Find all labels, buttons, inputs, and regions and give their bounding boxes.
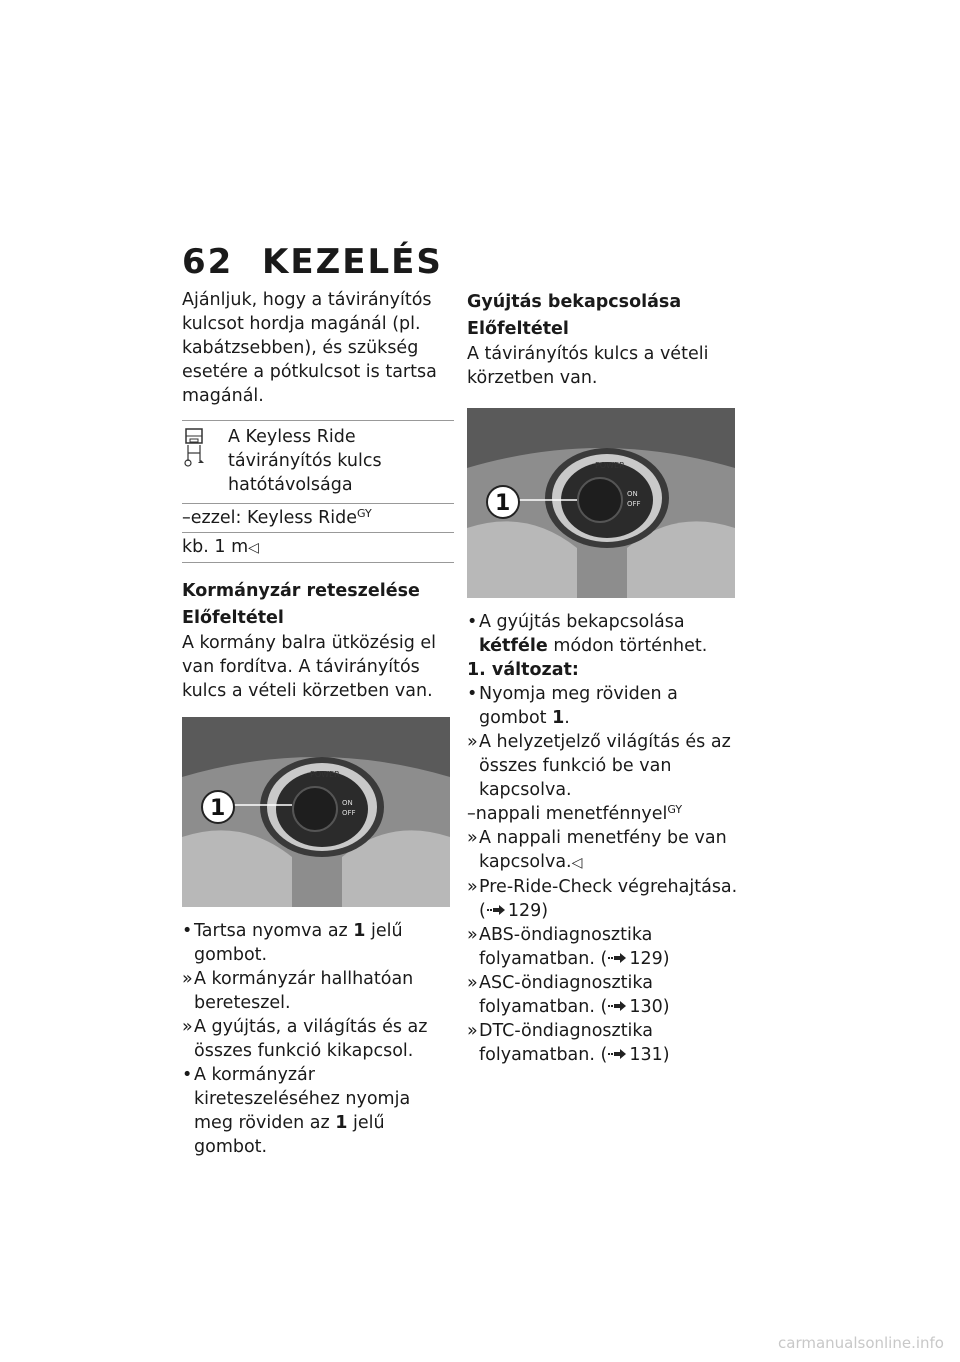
end-mark: ◁ bbox=[571, 855, 583, 871]
result-mark: » bbox=[467, 732, 478, 752]
result-mark: » bbox=[467, 925, 478, 945]
bullet-mark: • bbox=[467, 612, 478, 632]
ref-text: ABS-öndiagnosztika folyamatban. bbox=[479, 925, 653, 969]
condition-superscript: GY bbox=[667, 803, 683, 816]
section-title-ignition: Gyújtás bekapcsolása bbox=[467, 292, 682, 312]
step-text: . bbox=[564, 708, 570, 728]
page-ref[interactable]: 130 bbox=[629, 997, 663, 1017]
step-text: jelű gombot. bbox=[194, 921, 403, 965]
step-text: módon történhet. bbox=[547, 636, 708, 656]
list-item bbox=[467, 610, 739, 658]
end-mark: ◁ bbox=[248, 540, 259, 556]
page-ref-arrow-icon bbox=[607, 947, 629, 971]
result-mark: » bbox=[182, 1017, 193, 1037]
result-mark: » bbox=[467, 1021, 478, 1041]
section-title-steering-lock: Kormányzár reteszelése bbox=[182, 581, 420, 601]
list-item bbox=[467, 730, 739, 802]
step-bold: 1 bbox=[552, 708, 565, 728]
model-superscript: GY bbox=[357, 507, 372, 520]
prereq-title: Előfeltétel bbox=[467, 319, 569, 339]
off-label: OFF bbox=[627, 500, 641, 508]
ignition-switch-photo bbox=[467, 408, 735, 598]
result-mark: » bbox=[467, 973, 478, 993]
range-table bbox=[182, 420, 454, 563]
step-text: A nappali menetfény be van kapcsolva. bbox=[479, 828, 727, 872]
list-item bbox=[182, 919, 454, 967]
list-item bbox=[467, 826, 739, 875]
list-item bbox=[182, 1015, 454, 1063]
page-title: KEZELÉS bbox=[262, 242, 443, 282]
model-label: –ezzel: Keyless Ride bbox=[182, 508, 358, 528]
page-header bbox=[182, 242, 443, 282]
step-bold: 1 bbox=[353, 921, 366, 941]
right-column bbox=[467, 288, 739, 1067]
page-ref-arrow-icon bbox=[486, 899, 508, 923]
page-number: 62 bbox=[182, 242, 234, 282]
page-ref-arrow-icon bbox=[607, 995, 629, 1019]
step-bold: 1 bbox=[335, 1113, 348, 1133]
prereq-text: A kormány balra ütközésig el van fordítva. A távirányítós kulcs a vételi körzetben van. bbox=[182, 633, 436, 701]
list-item: » DTC-öndiagnosztika folyamatban. ( 131) bbox=[467, 1021, 670, 1065]
left-column bbox=[182, 288, 454, 1159]
range-table-row-model bbox=[182, 503, 454, 532]
step-bold: kétféle bbox=[479, 636, 548, 656]
page-ref[interactable]: 129 bbox=[507, 901, 542, 921]
callout-number: 1 bbox=[495, 491, 511, 516]
on-label: ON bbox=[627, 490, 638, 498]
range-table-header bbox=[182, 421, 454, 503]
page-ref[interactable]: 129 bbox=[629, 949, 663, 969]
step-text: jelű gombot. bbox=[194, 1113, 385, 1157]
list-item bbox=[467, 682, 739, 730]
condition-line bbox=[467, 802, 739, 826]
result-mark: » bbox=[467, 828, 478, 848]
off-label: OFF bbox=[342, 809, 356, 817]
range-table-row-value bbox=[182, 532, 454, 562]
bullet-mark: • bbox=[182, 1065, 193, 1085]
result-mark: » bbox=[182, 969, 193, 989]
prereq-text: A távirányítós kulcs a vételi körzetben van. bbox=[467, 344, 709, 388]
page-ref[interactable]: 131 bbox=[629, 1045, 663, 1065]
step-text: A gyújtás, a világítás és az összes funkció kikapcsol. bbox=[194, 1017, 428, 1061]
bullet-mark: • bbox=[467, 684, 478, 704]
step-text: A kormányzár kireteszeléséhez nyomja meg röviden az bbox=[194, 1065, 411, 1133]
condition-text: –nappali menetfénnyel bbox=[467, 804, 668, 824]
range-value: kb. 1 m bbox=[182, 537, 249, 557]
list-item: » ABS-öndiagnosztika folyamatban. ( 129) bbox=[467, 925, 670, 969]
list-item: » Pre-Ride-Check végrehajtása. ( 129) bbox=[467, 877, 738, 921]
ref-text: ASC-öndiagnosztika folyamatban. bbox=[479, 973, 653, 1017]
step-text: A helyzetjelző világítás és az összes funkció be van kapcsolva. bbox=[479, 732, 731, 800]
range-table-heading: A Keyless Ride távirányítós kulcs hatótávolsága bbox=[228, 427, 382, 495]
callout-number: 1 bbox=[210, 796, 226, 821]
list-item: » ASC-öndiagnosztika folyamatban. ( 130) bbox=[467, 973, 670, 1017]
list-item bbox=[182, 967, 454, 1015]
watermark: carmanualsonline.info bbox=[778, 1334, 944, 1352]
on-label: ON bbox=[342, 799, 353, 807]
list-item bbox=[182, 1063, 454, 1159]
variant-label: 1. változat: bbox=[467, 660, 579, 680]
variant-title bbox=[467, 658, 739, 682]
ref-text: DTC-öndiagnosztika folyamatban. bbox=[479, 1021, 653, 1065]
step-text: A gyújtás bekapcsolása bbox=[479, 612, 685, 632]
step-text: A kormányzár hallhatóan bereteszel. bbox=[194, 969, 414, 1013]
power-label: POWER bbox=[595, 461, 625, 470]
ignition-switch-photo bbox=[182, 717, 450, 907]
result-mark: » bbox=[467, 877, 478, 897]
prereq-title: Előfeltétel bbox=[182, 608, 284, 628]
page-ref-arrow-icon bbox=[607, 1043, 629, 1067]
step-text: Nyomja meg röviden a gombot bbox=[479, 684, 678, 728]
power-label: POWER bbox=[310, 770, 340, 779]
bullet-mark: • bbox=[182, 921, 193, 941]
range-distance-icon bbox=[182, 425, 228, 497]
intro-paragraph: Ajánljuk, hogy a távirányítós kulcsot hordja magánál (pl. kabátzsebben), és szükség esetére a pótkulcsot is tartsa magánál. bbox=[182, 290, 437, 406]
ref-text: Pre-Ride-Check végrehajtása. bbox=[479, 877, 738, 897]
step-text: Tartsa nyomva az bbox=[194, 921, 354, 941]
